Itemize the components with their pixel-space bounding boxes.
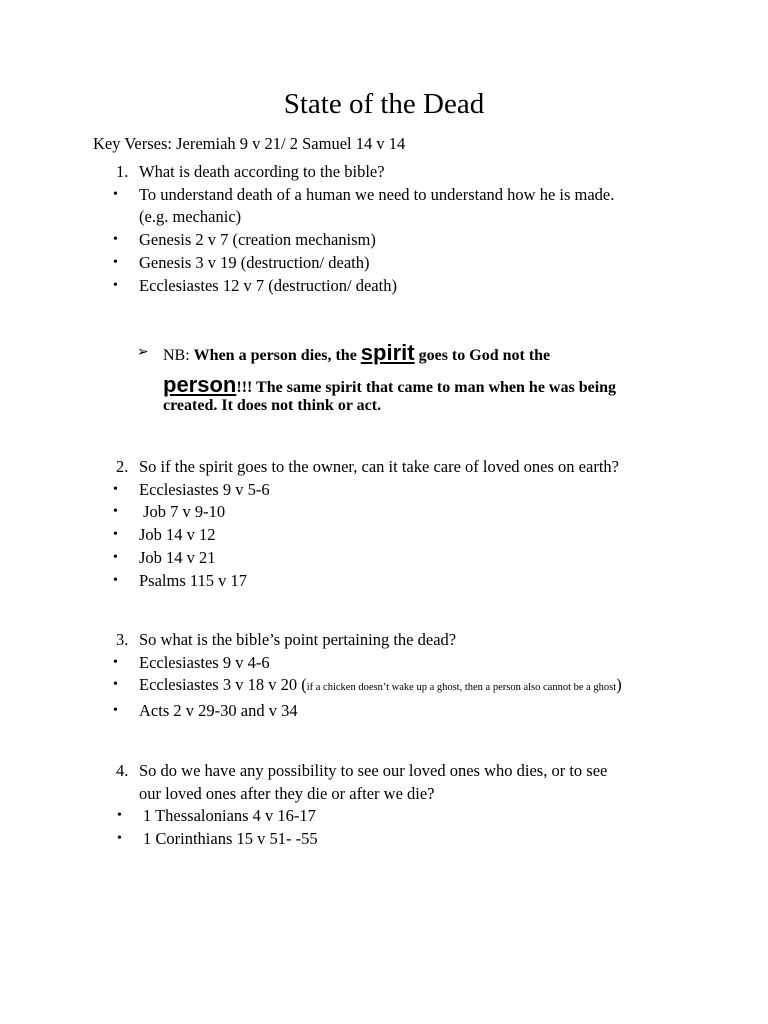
nb-text-part2: goes to God not the bbox=[414, 347, 551, 364]
bullet-icon: • bbox=[113, 572, 118, 588]
section-2 bbox=[0, 456, 768, 592]
list-item-aside: if a chicken doesn’t wake up a ghost, then a person also cannot be a ghost bbox=[306, 682, 617, 694]
list-item: Job 7 v 9-10 bbox=[139, 502, 226, 522]
nb-text-line3: created. It does not think or act. bbox=[163, 397, 382, 414]
bullet-icon: • bbox=[117, 808, 122, 824]
bullet-icon: • bbox=[117, 831, 122, 847]
bullet-icon: • bbox=[113, 277, 118, 293]
page-title: State of the Dead bbox=[283, 88, 485, 120]
list-item: Psalms 115 v 17 bbox=[139, 570, 248, 590]
list-item: Job 14 v 12 bbox=[139, 525, 216, 545]
list-item-close: ) bbox=[616, 675, 622, 695]
nb-text-part1: When a person dies, the bbox=[193, 347, 361, 364]
bullet-icon: • bbox=[113, 703, 118, 719]
section-4-number: 4. bbox=[116, 761, 129, 780]
section-4-question-line1: So do we have any possibility to see our loved ones who dies, or to see bbox=[139, 761, 608, 780]
bullet-icon: • bbox=[113, 481, 118, 497]
list-item: 1 Corinthians 15 v 51- -55 bbox=[143, 829, 318, 849]
section-1-number: 1. bbox=[116, 162, 129, 181]
section-3-number: 3. bbox=[116, 630, 129, 649]
list-item: Ecclesiastes 12 v 7 (destruction/ death) bbox=[139, 275, 397, 295]
nb-person-word: person bbox=[163, 372, 237, 397]
list-item: To understand death of a human we need to understand how he is made. bbox=[139, 184, 615, 204]
section-4 bbox=[0, 760, 768, 851]
bullet-icon: • bbox=[113, 186, 118, 202]
nb-spirit-word: spirit bbox=[360, 340, 415, 365]
section-2-number: 2. bbox=[116, 457, 129, 476]
bullet-icon: • bbox=[113, 549, 118, 565]
list-item: Ecclesiastes 9 v 4-6 bbox=[139, 652, 270, 672]
bullet-icon: • bbox=[113, 504, 118, 520]
list-item: Job 14 v 21 bbox=[139, 547, 216, 567]
section-3-question: So what is the bible’s point pertaining the dead? bbox=[139, 630, 457, 649]
list-item: Genesis 2 v 7 (creation mechanism) bbox=[139, 230, 376, 250]
nb-prefix: NB: bbox=[163, 347, 194, 364]
arrow-bullet-icon: ➢ bbox=[137, 345, 149, 360]
list-item: Ecclesiastes 9 v 5-6 bbox=[139, 479, 270, 499]
list-item-continuation: (e.g. mechanic) bbox=[139, 207, 242, 227]
section-2-question: So if the spirit goes to the owner, can it take care of loved ones on earth? bbox=[139, 457, 619, 476]
bullet-icon: • bbox=[113, 654, 118, 670]
list-item: 1 Thessalonians 4 v 16-17 bbox=[143, 806, 316, 826]
nb-text-part3: !!! The same spirit that came to man when he was being bbox=[236, 379, 617, 396]
section-4-question-line2: our loved ones after they die or after we die? bbox=[139, 783, 435, 803]
bullet-icon: • bbox=[113, 527, 118, 543]
list-item: Acts 2 v 29-30 and v 34 bbox=[139, 701, 298, 721]
key-verses: Key Verses: Jeremiah 9 v 21/ 2 Samuel 14 v 14 bbox=[93, 134, 406, 153]
bullet-icon: • bbox=[113, 232, 118, 248]
list-item: Genesis 3 v 19 (destruction/ death) bbox=[139, 252, 370, 272]
bullet-icon: • bbox=[113, 677, 118, 693]
list-item-main: Ecclesiastes 3 v 18 v 20 ( bbox=[139, 675, 307, 695]
bullet-icon: • bbox=[113, 254, 118, 270]
section-1 bbox=[0, 161, 768, 297]
section-3 bbox=[0, 629, 768, 723]
section-1-question: What is death according to the bible? bbox=[139, 162, 385, 181]
